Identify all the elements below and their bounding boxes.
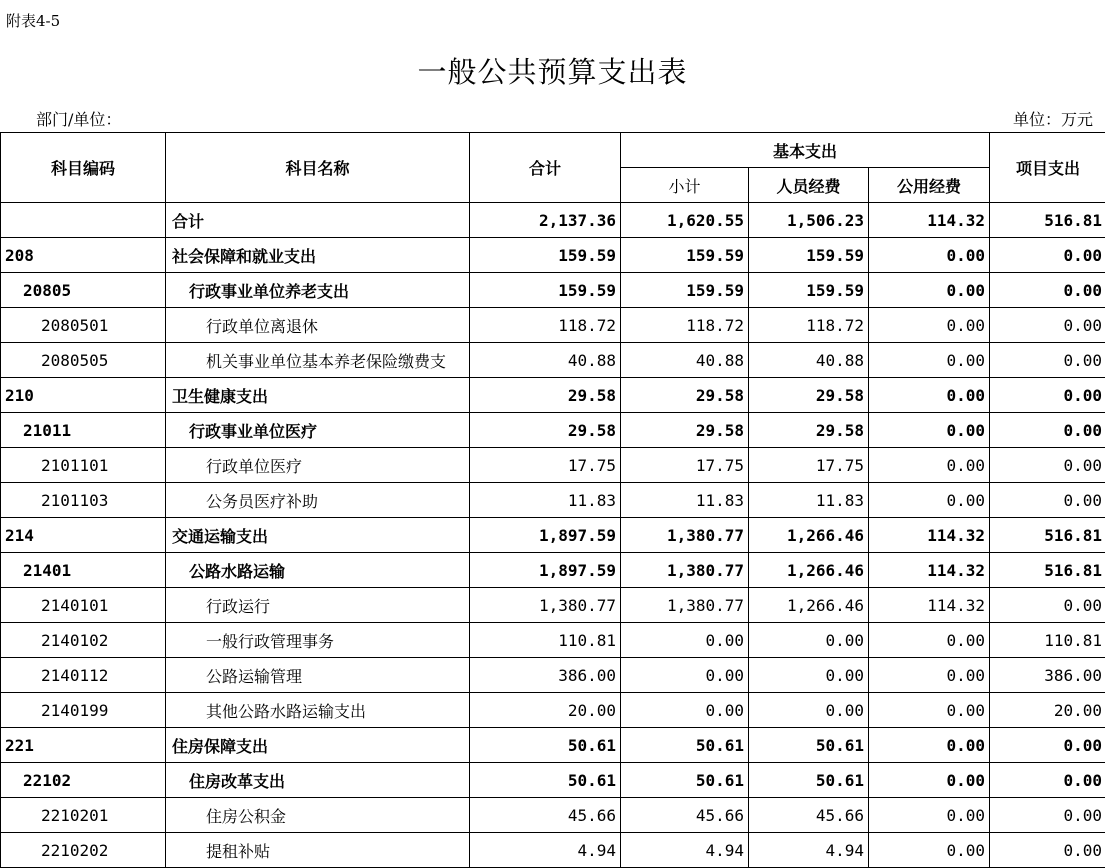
row-public: 114.32 <box>869 518 990 553</box>
row-subtotal: 1,380.77 <box>621 518 749 553</box>
header-basic: 基本支出 <box>621 133 990 168</box>
row-public: 114.32 <box>869 588 990 623</box>
table-row <box>1 448 1105 483</box>
table-row <box>1 728 1105 763</box>
row-name: 交通运输支出 <box>166 518 470 553</box>
row-total: 159.59 <box>470 273 621 308</box>
row-total: 159.59 <box>470 238 621 273</box>
row-project: 0.00 <box>990 238 1105 273</box>
row-subtotal: 1,380.77 <box>621 588 749 623</box>
row-subtotal: 45.66 <box>621 798 749 833</box>
row-name: 行政事业单位医疗 <box>166 413 470 448</box>
row-code: 214 <box>1 518 166 553</box>
table-row <box>1 798 1105 833</box>
row-code: 2140112 <box>1 658 166 693</box>
row-name: 住房改革支出 <box>166 763 470 798</box>
table-row <box>1 413 1105 448</box>
row-subtotal: 11.83 <box>621 483 749 518</box>
row-subtotal: 1,620.55 <box>621 203 749 238</box>
table-row <box>1 203 1105 238</box>
row-subtotal: 1,380.77 <box>621 553 749 588</box>
row-public: 0.00 <box>869 413 990 448</box>
row-code: 221 <box>1 728 166 763</box>
row-personnel: 45.66 <box>749 798 869 833</box>
row-name: 提租补贴 <box>166 833 470 868</box>
row-total: 1,897.59 <box>470 553 621 588</box>
table-row <box>1 308 1105 343</box>
row-personnel: 1,266.46 <box>749 518 869 553</box>
row-personnel: 29.58 <box>749 378 869 413</box>
page-title: 一般公共预算支出表 <box>417 55 688 89</box>
row-public: 0.00 <box>869 483 990 518</box>
row-public: 0.00 <box>869 273 990 308</box>
row-subtotal: 0.00 <box>621 623 749 658</box>
row-total: 11.83 <box>470 483 621 518</box>
row-subtotal: 17.75 <box>621 448 749 483</box>
row-total: 4.94 <box>470 833 621 868</box>
row-public: 0.00 <box>869 728 990 763</box>
table-body <box>1 203 1105 868</box>
row-project: 0.00 <box>990 308 1105 343</box>
row-personnel: 11.83 <box>749 483 869 518</box>
department-label: 部门/单位： <box>36 110 122 129</box>
row-name: 行政运行 <box>166 588 470 623</box>
row-project: 516.81 <box>990 553 1105 588</box>
row-personnel: 1,506.23 <box>749 203 869 238</box>
row-name: 社会保障和就业支出 <box>166 238 470 273</box>
row-project: 0.00 <box>990 763 1105 798</box>
row-total: 45.66 <box>470 798 621 833</box>
row-project: 516.81 <box>990 203 1105 238</box>
budget-expenditure-table <box>0 132 1105 868</box>
row-personnel: 0.00 <box>749 623 869 658</box>
row-project: 0.00 <box>990 728 1105 763</box>
table-row <box>1 518 1105 553</box>
table-row <box>1 658 1105 693</box>
row-total: 386.00 <box>470 658 621 693</box>
row-code: 21401 <box>1 553 166 588</box>
row-public: 0.00 <box>869 658 990 693</box>
row-code <box>1 203 166 238</box>
row-project: 0.00 <box>990 343 1105 378</box>
row-project: 0.00 <box>990 413 1105 448</box>
row-personnel: 159.59 <box>749 238 869 273</box>
row-public: 114.32 <box>869 553 990 588</box>
row-name: 机关事业单位基本养老保险缴费支 <box>166 343 470 378</box>
row-public: 0.00 <box>869 343 990 378</box>
row-personnel: 159.59 <box>749 273 869 308</box>
row-total: 1,897.59 <box>470 518 621 553</box>
row-code: 2101103 <box>1 483 166 518</box>
table-row <box>1 483 1105 518</box>
row-subtotal: 159.59 <box>621 273 749 308</box>
row-project: 0.00 <box>990 483 1105 518</box>
row-name: 卫生健康支出 <box>166 378 470 413</box>
row-public: 0.00 <box>869 833 990 868</box>
row-public: 0.00 <box>869 448 990 483</box>
row-total: 1,380.77 <box>470 588 621 623</box>
row-name: 一般行政管理事务 <box>166 623 470 658</box>
row-personnel: 118.72 <box>749 308 869 343</box>
row-name: 公路运输管理 <box>166 658 470 693</box>
header-personnel: 人员经费 <box>749 168 869 203</box>
row-code: 208 <box>1 238 166 273</box>
row-subtotal: 29.58 <box>621 413 749 448</box>
row-project: 386.00 <box>990 658 1105 693</box>
row-personnel: 50.61 <box>749 728 869 763</box>
header-name: 科目名称 <box>166 133 470 203</box>
row-code: 2210202 <box>1 833 166 868</box>
row-public: 0.00 <box>869 798 990 833</box>
row-total: 29.58 <box>470 413 621 448</box>
row-name: 合计 <box>166 203 470 238</box>
row-total: 40.88 <box>470 343 621 378</box>
row-personnel: 29.58 <box>749 413 869 448</box>
row-project: 110.81 <box>990 623 1105 658</box>
row-name: 住房保障支出 <box>166 728 470 763</box>
row-code: 2080505 <box>1 343 166 378</box>
row-personnel: 0.00 <box>749 658 869 693</box>
annex-label: 附表4-5 <box>6 12 61 30</box>
row-public: 0.00 <box>869 623 990 658</box>
row-subtotal: 159.59 <box>621 238 749 273</box>
row-code: 22102 <box>1 763 166 798</box>
table-row <box>1 693 1105 728</box>
table-row <box>1 623 1105 658</box>
row-subtotal: 4.94 <box>621 833 749 868</box>
row-public: 114.32 <box>869 203 990 238</box>
row-code: 2080501 <box>1 308 166 343</box>
row-code: 2140102 <box>1 623 166 658</box>
row-subtotal: 40.88 <box>621 343 749 378</box>
row-project: 0.00 <box>990 378 1105 413</box>
table-row <box>1 763 1105 798</box>
row-subtotal: 0.00 <box>621 658 749 693</box>
row-project: 0.00 <box>990 798 1105 833</box>
row-code: 210 <box>1 378 166 413</box>
table-row <box>1 273 1105 308</box>
row-project: 0.00 <box>990 833 1105 868</box>
unit-label: 单位：万元 <box>1012 110 1093 129</box>
row-name: 公务员医疗补助 <box>166 483 470 518</box>
table-row <box>1 833 1105 868</box>
row-name: 住房公积金 <box>166 798 470 833</box>
table-row <box>1 238 1105 273</box>
row-total: 17.75 <box>470 448 621 483</box>
row-subtotal: 50.61 <box>621 763 749 798</box>
row-project: 0.00 <box>990 273 1105 308</box>
row-name: 公路水路运输 <box>166 553 470 588</box>
row-public: 0.00 <box>869 693 990 728</box>
table-row <box>1 343 1105 378</box>
row-name: 行政事业单位养老支出 <box>166 273 470 308</box>
row-project: 20.00 <box>990 693 1105 728</box>
row-total: 110.81 <box>470 623 621 658</box>
row-code: 2140101 <box>1 588 166 623</box>
row-project: 0.00 <box>990 588 1105 623</box>
row-code: 21011 <box>1 413 166 448</box>
row-public: 0.00 <box>869 378 990 413</box>
row-total: 50.61 <box>470 763 621 798</box>
row-total: 2,137.36 <box>470 203 621 238</box>
row-subtotal: 118.72 <box>621 308 749 343</box>
row-subtotal: 0.00 <box>621 693 749 728</box>
table-row <box>1 588 1105 623</box>
row-name: 其他公路水路运输支出 <box>166 693 470 728</box>
row-total: 50.61 <box>470 728 621 763</box>
row-subtotal: 29.58 <box>621 378 749 413</box>
row-total: 118.72 <box>470 308 621 343</box>
table-row <box>1 553 1105 588</box>
row-project: 516.81 <box>990 518 1105 553</box>
row-personnel: 17.75 <box>749 448 869 483</box>
row-name: 行政单位医疗 <box>166 448 470 483</box>
row-project: 0.00 <box>990 448 1105 483</box>
header-subtotal: 小计 <box>621 168 749 203</box>
row-name: 行政单位离退休 <box>166 308 470 343</box>
row-personnel: 4.94 <box>749 833 869 868</box>
row-total: 20.00 <box>470 693 621 728</box>
row-personnel: 50.61 <box>749 763 869 798</box>
row-code: 2140199 <box>1 693 166 728</box>
row-code: 2210201 <box>1 798 166 833</box>
row-total: 29.58 <box>470 378 621 413</box>
header-public: 公用经费 <box>869 168 990 203</box>
header-total: 合计 <box>470 133 621 203</box>
row-public: 0.00 <box>869 238 990 273</box>
row-code: 20805 <box>1 273 166 308</box>
row-public: 0.00 <box>869 763 990 798</box>
header-code: 科目编码 <box>1 133 166 203</box>
row-subtotal: 50.61 <box>621 728 749 763</box>
row-code: 2101101 <box>1 448 166 483</box>
row-personnel: 1,266.46 <box>749 553 869 588</box>
header-project: 项目支出 <box>990 133 1105 203</box>
row-personnel: 1,266.46 <box>749 588 869 623</box>
row-personnel: 0.00 <box>749 693 869 728</box>
row-personnel: 40.88 <box>749 343 869 378</box>
table-row <box>1 378 1105 413</box>
row-public: 0.00 <box>869 308 990 343</box>
